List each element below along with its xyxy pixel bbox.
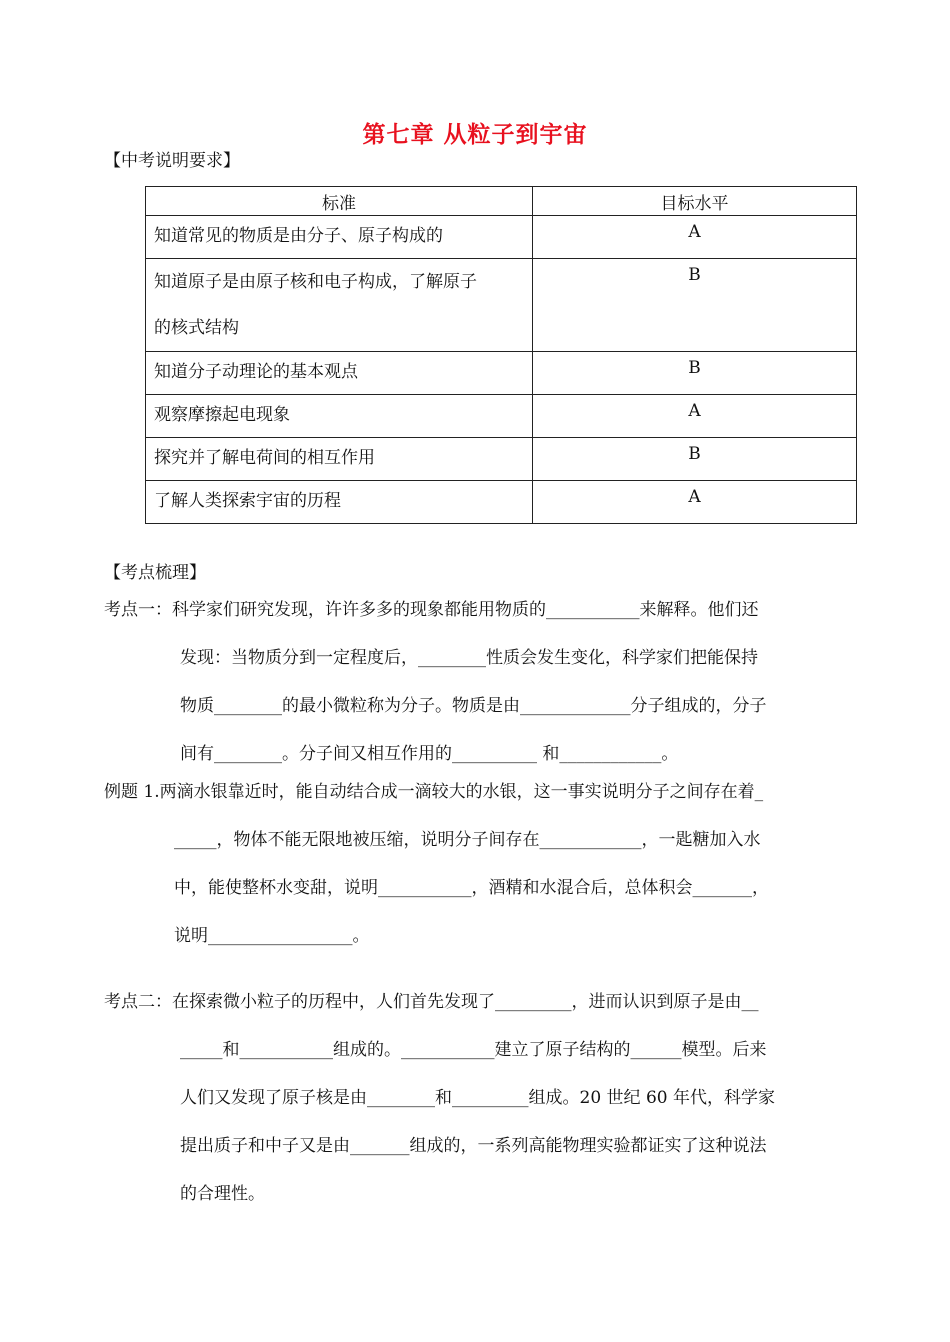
level-cell: B [533, 259, 857, 352]
section-heading-key-points: 【考点梳理】 [104, 563, 206, 583]
standard-line: 的核式结构 [154, 318, 239, 338]
standard-cell: 知道分子动理论的基本观点 [146, 352, 533, 395]
table-row [146, 352, 857, 395]
section-heading-requirements: 【中考说明要求】 [104, 151, 240, 171]
standard-line: 知道原子是由原子核和电子构成，了解原子 [154, 272, 477, 292]
standard-cell: 了解人类探索宇宙的历程 [146, 481, 533, 524]
standard-cell: 知道常见的物质是由分子、原子构成的 [146, 216, 533, 259]
key-point-one [104, 586, 767, 778]
header-standard: 标准 [146, 187, 533, 216]
paragraph-line: 例题 1.两滴水银靠近时，能自动结合成一滴较大的水银，这一事实说明分子之间存在着_ [104, 782, 764, 802]
standard-cell: 探究并了解电荷间的相互作用 [146, 438, 533, 481]
header-target-level: 目标水平 [533, 187, 857, 216]
table-row [146, 481, 857, 524]
paragraph-line: 发现：当物质分到一定程度后，________性质会发生变化，科学家们把能保持 [180, 648, 758, 668]
paragraph-line: 人们又发现了原子核是由________和_________组成。20 世纪 60 年代，科学家 [180, 1088, 775, 1108]
table-row [146, 216, 857, 259]
level-cell: A [533, 481, 857, 524]
paragraph-line: 提出质子和中子又是由_______组成的，一系列高能物理实验都证实了这种说法 [180, 1136, 767, 1156]
paragraph-line: _____和___________组成的。___________建立了原子结构的______模型。后来 [180, 1040, 767, 1060]
requirements-table [145, 186, 857, 524]
paragraph-line: 考点二：在探索微小粒子的历程中，人们首先发现了_________，进而认识到原子是由__ [104, 992, 759, 1012]
paragraph-line: 物质________的最小微粒称为分子。物质是由_____________分子组成的，分子 [180, 696, 767, 716]
paragraph-line: 考点一：科学家们研究发现，许许多多的现象都能用物质的___________来解释。他们还 [104, 600, 759, 620]
standard-cell: 观察摩擦起电现象 [146, 395, 533, 438]
paragraph-line: 说明_________________。 [174, 926, 370, 946]
level-cell: A [533, 216, 857, 259]
paragraph-line: 间有________。分子间又相互作用的__________ 和____________。 [180, 744, 679, 764]
table-header-row [146, 187, 857, 216]
key-point-two [104, 978, 775, 1218]
standard-cell [146, 259, 533, 352]
paragraph-line: _____，物体不能无限地被压缩，说明分子间存在____________，一匙糖加入水 [174, 830, 761, 850]
paragraph-line: 中，能使整杯水变甜，说明___________，酒精和水混合后，总体积会_______， [174, 878, 769, 898]
level-cell: B [533, 352, 857, 395]
example-one [104, 768, 769, 960]
level-cell: A [533, 395, 857, 438]
table-row [146, 395, 857, 438]
table-row [146, 438, 857, 481]
table-row [146, 259, 857, 352]
paragraph-line: 的合理性。 [180, 1184, 265, 1204]
chapter-title: 第七章 从粒子到宇宙 [362, 122, 588, 148]
level-cell: B [533, 438, 857, 481]
